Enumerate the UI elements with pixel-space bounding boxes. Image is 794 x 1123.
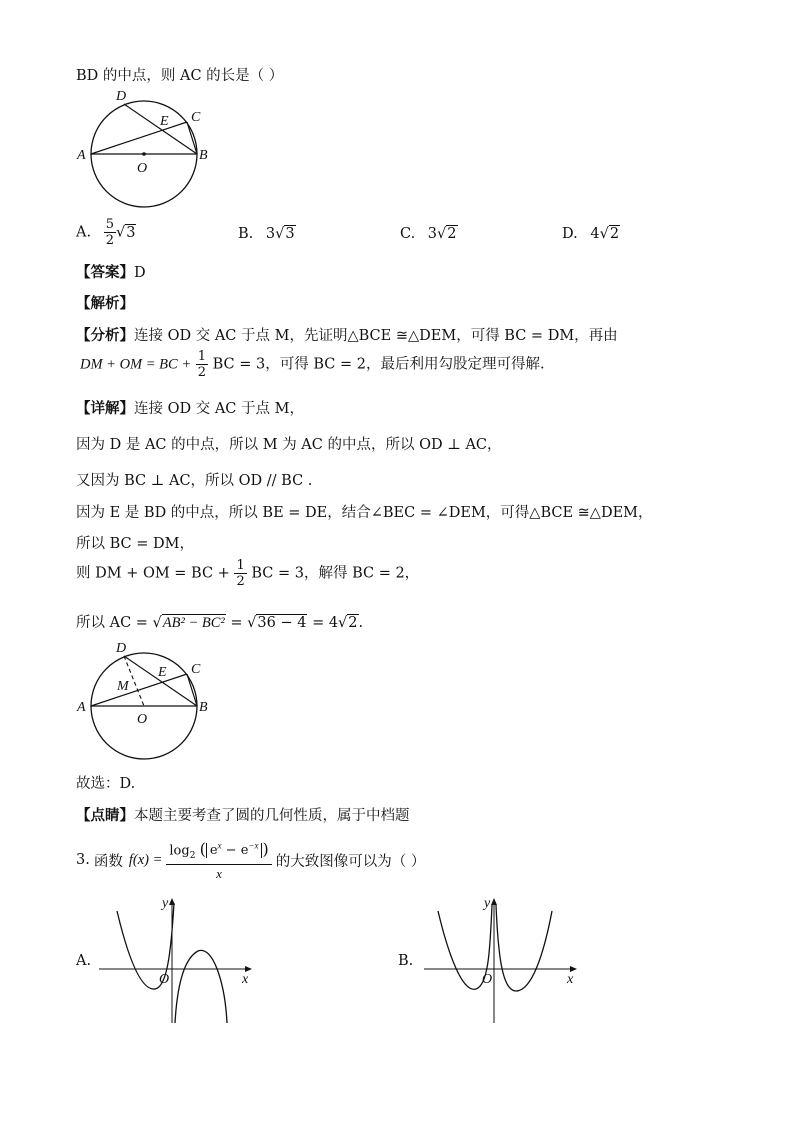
chord-cb [187, 674, 197, 706]
label-c: C [191, 110, 201, 125]
option-d: D. 4√2 [562, 226, 620, 242]
fenxi-fraction: $\frac{1}{2}$ [197, 349, 206, 380]
label-b: B [199, 148, 208, 163]
choice-conclusion: 故选：D. [76, 776, 136, 792]
detail-line-b: 又因为 BC ⊥ AC，所以 OD // BC . [76, 473, 313, 489]
xiangjie-line-1: 【详解】连接 OD 交 AC 于点 M， [76, 401, 304, 417]
detail-line-e: 则 DM + OM = BC + $\frac{1}{2}$ BC = 3，解得 BC = 2， [76, 558, 420, 589]
label-a: A [77, 700, 86, 715]
q3-stem: 3. 函数 f(x) = $\frac{\log_2 ( e^x - e^{-x} )}{x}$ 的大致图像可以为（ ） [76, 836, 425, 884]
q2-stem-tail: BD 的中点，则 AC 的长是（ ） [76, 68, 284, 84]
x-axis-label: x [242, 972, 249, 987]
label-c: C [191, 662, 201, 677]
dianjing-line: 【点睛】本题主要考查了圆的几何性质，属于中档题 [76, 808, 410, 824]
q3-option-a-label: A. [76, 953, 92, 969]
fenxi-line-2: DM + OM = BC + $\frac{1}{2}$ BC = 3，可得 BC = 2，最后利用勾股定理可得解. [80, 349, 545, 380]
chord-db [124, 656, 197, 706]
detail-line-c: 因为 E 是 BD 的中点，所以 BE = DE，结合∠BEC = ∠DEM，可得△BCE ≅△DEM， [76, 505, 653, 521]
label-d: D [116, 641, 127, 656]
label-e: E [160, 114, 169, 129]
chord-db [124, 104, 197, 154]
geometry-figure-1 [74, 84, 224, 214]
option-b: B. 3√3 [238, 226, 295, 242]
option-a-fraction: $\frac{5}{2}$ [105, 217, 114, 248]
y-axis-label: y [484, 896, 491, 911]
label-d: D [116, 89, 127, 104]
label-b: B [199, 700, 208, 715]
fenxi-line-1: 【分析】连接 OD 交 AC 于点 M，先证明△BCE ≅△DEM，可得 BC = DM，再由 [76, 328, 618, 344]
origin-label: O [159, 972, 170, 987]
label-m: M [117, 679, 129, 694]
detail-fraction: $\frac{1}{2}$ [236, 558, 245, 589]
curve-right [496, 905, 552, 991]
q3-formula-fraction: $\frac{\log_2 ( e^x - e^{-x} )}{x}$ [166, 837, 271, 884]
label-e: E [158, 665, 167, 680]
option-a: A. $\frac{5}{2}$ √3 [76, 217, 136, 248]
y-axis-label: y [162, 896, 169, 911]
graph-option-a [95, 893, 260, 1028]
x-axis-label: x [567, 972, 574, 987]
option-c: C. 3√2 [400, 226, 457, 242]
detail-line-d: 所以 BC = DM， [76, 536, 194, 552]
origin-label: O [482, 972, 493, 987]
q3-option-b-label: B. [398, 953, 414, 969]
geometry-figure-2 [74, 635, 224, 765]
detail-line-a: 因为 D 是 AC 的中点，所以 M 为 AC 的中点，所以 OD ⊥ AC， [76, 437, 502, 453]
chord-cb [187, 122, 197, 154]
analysis-tag: 【解析】 [76, 296, 134, 312]
detail-line-f: 所以 AC = √AB² − BC² = √36 − 4 = 4√2. [76, 615, 364, 631]
answer-line: 【答案】D [76, 265, 146, 281]
curve-right [175, 950, 227, 1023]
label-o: O [137, 161, 148, 176]
graph-option-b [420, 893, 585, 1028]
label-a: A [77, 148, 86, 163]
label-o: O [137, 712, 148, 727]
center-dot [142, 152, 146, 156]
